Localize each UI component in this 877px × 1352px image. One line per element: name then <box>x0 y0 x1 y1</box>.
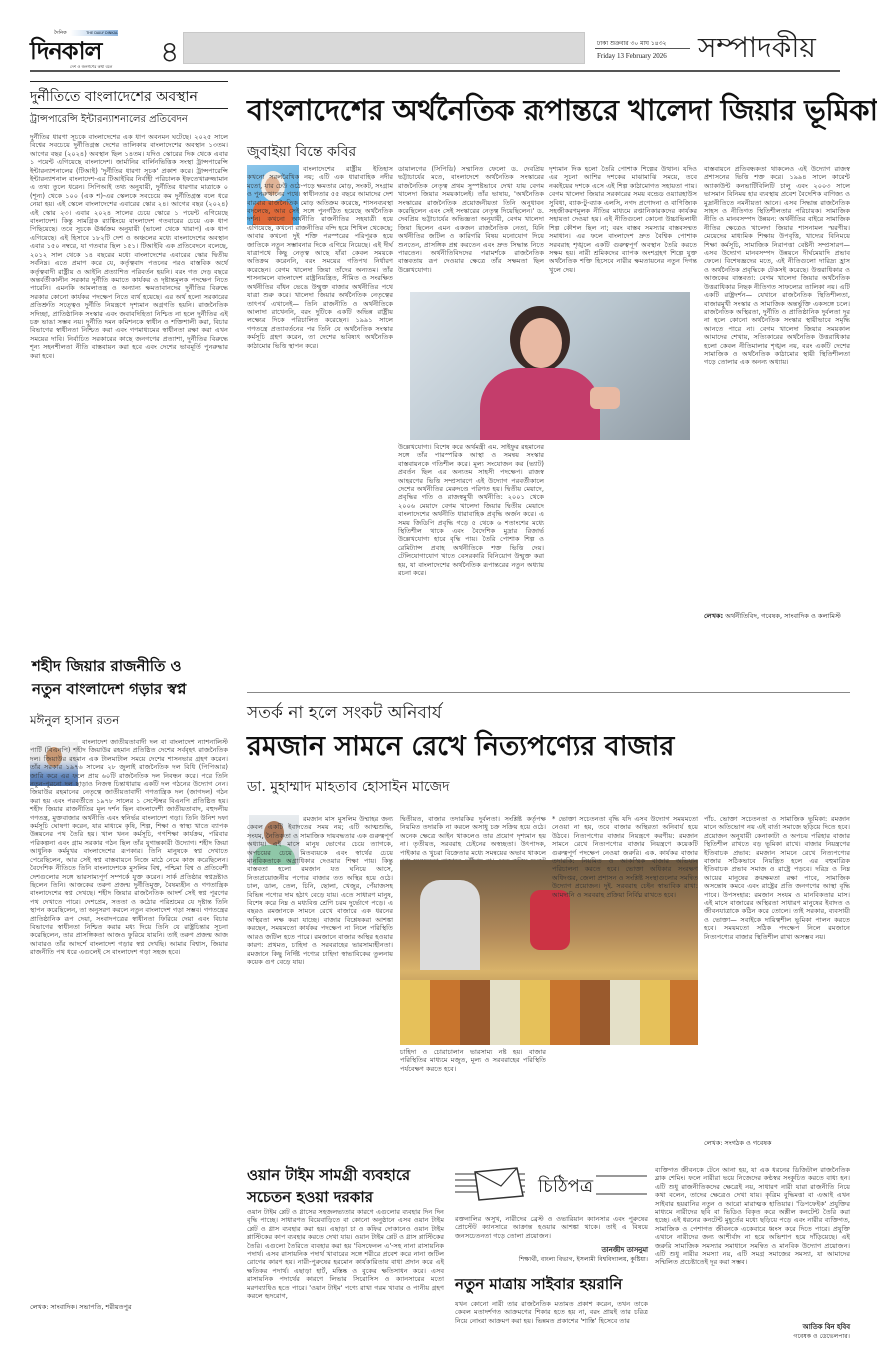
bottom-left-headline-1: ওয়ান টাইম সামগ্রী ব্যবহারে <box>247 1166 411 1184</box>
left-top-rule <box>30 81 228 82</box>
left-article-2-headline-2: নতুন বাংলাদেশ গড়ার স্বপ্ন <box>32 680 187 698</box>
masthead-rule <box>30 70 840 72</box>
section-title: সম্পাদকীয় <box>698 31 816 64</box>
date-english: Friday 13 February 2026 <box>597 52 667 60</box>
footer-text: অর্থনীতিবিদ, গবেষক, সাংবাদিক ও কলামিস্ট <box>725 612 841 620</box>
date-divider <box>595 48 690 49</box>
bottom-left-body: ওয়ান টাইম প্লেট ও গ্লাসের সহজলভ্যতার কারণে এগুলোর ব্যবহার দিন দিন বৃদ্ধি পাচ্ছে। সাধারণত বিয়েবাড়িতে বা কোনো অনুষ্ঠানে এসব ওয়ান টাইম প্লেট ও গ্লাস ব্যবহার করা হয়। এছাড়া চা ও কফির দোকানেও ওয়ান টাইম প্লাস্টিকের কাপ ব্যবহার করতে দেখা যায়। ওয়ান টাইম প্লেট ও গ্লাস প্লাস্টিকের তৈরি। এগুলো তৈরিতে ব্যবহার করা হয় 'বিসফেনল এ'-সহ নানা রাসায়নিক পদার্থ। এসব রাসায়নিক পদার্থ খাবারের সঙ্গে শরীরে প্রবেশ করে নানা জটিল রোগের কারণ হয়। নারী-পুরুষের হরমোন কার্যকারিতায় বাধা প্রদান করে এই ক্ষতিকর পদার্থ। এছাড়া হার্ট, মস্তিষ্ক ও বুকের ক্ষতিসাধন করে। এসব রাসায়নিক পদার্থের কারণে লিভার সিরোসিস ও ক্যানসারের মতো মরণব্যাধিও হতে পারে। 'ওয়ান টাইম' পণ্যে রাখা গরম খাবার ও পানীয় গ্রহণ করলে হৃদরোগ, <box>247 1208 444 1301</box>
section-divider <box>247 692 850 693</box>
left-article-2-body: বাংলাদেশ জাতীয়তাবাদী দল বা বাংলাদেশ ন্যাশনালিস্ট পার্টি (বিএনপি) শহীদ জিয়াউর রহমান প্রতিষ্ঠিত দেশের সর্ববৃহৎ রাজনৈতিক দল। জিয়াউর রহমান এক টালমাটাল সময়ে দেশের শাসনভার গ্রহণ করেন। তাঁর সরকার ১৯৭৬ সালের ২৮ জুলাই রাজনৈতিক দল বিধি (পিপিআর) জারি করে এর ফলে প্রায় ৬০টি রাজনৈতিক দল নিবন্ধন করে। পরে তিনি নতুন-পুরনো দল ছাড়াও নিজস্ব চিন্তাধারায় একটি দল গঠনের উদ্যোগ নেন। জিয়াউর রহমানের নেতৃত্বে জাতীয়তাবাদী গণতান্ত্রিক দল (জাগদল) গঠন করা হয় এবং পরবর্তীতে ১৯৭৮ সালের ১ সেপ্টেম্বর বিএনপি প্রতিষ্ঠিত হয়। শহীদ জিয়ার রাজনীতির মূল দর্শন ছিল বাংলাদেশী জাতীয়তাবাদ, বহুদলীয় গণতন্ত্র, মুক্তবাজার অর্থনীতি এবং স্বনির্ভর বাংলাদেশ গড়া। তিনি উনিশ দফা কর্মসূচি ঘোষণা করেন, যার মাধ্যমে কৃষি, শিল্প, শিক্ষা ও স্বাস্থ্য খাতে ব্যাপক উন্নয়নের পথ তৈরি হয়। খাল খনন কর্মসূচি, গণশিক্ষা কার্যক্রম, পরিবার পরিকল্পনা এবং গ্রাম সরকার গঠন ছিল তাঁর যুগান্তকারী উদ্যোগ। শহীদ জিয়া আধুনিক কর্মমুখর বাংলাদেশের রূপকার। তিনি মানুষকে স্বপ্ন দেখাতে পেরেছিলেন, আর সেই স্বপ্ন বাস্তবায়নে নিজে মাঠে নেমে কাজ করেছিলেন। বৈদেশিক নীতিতে তিনি বাংলাদেশকে মুসলিম বিশ্ব, পশ্চিমা বিশ্ব ও প্রতিবেশী দেশগুলোর সঙ্গে ভারসাম্যপূর্ণ সম্পর্কে যুক্ত করেন। সার্ক প্রতিষ্ঠার স্বপ্নদ্রষ্টাও ছিলেন তিনি। আজকের তরুণ প্রজন্ম দুর্নীতিমুক্ত, বৈষম্যহীন ও গণতান্ত্রিক বাংলাদেশের স্বপ্ন দেখছে। শহীদ জিয়ার রাজনৈতিক আদর্শ সেই স্বপ্ন পূরণের পথ দেখাতে পারে। দেশপ্রেম, সততা ও কঠোর পরিশ্রমের যে দৃষ্টান্ত তিনি স্থাপন করেছিলেন, তা অনুসরণ করলে নতুন বাংলাদেশ গড়া সম্ভব। গণতন্ত্রের প্রাতিষ্ঠানিক রূপ দেয়া, সংবাদপত্রের স্বাধীনতা ফিরিয়ে দেয়া এবং বিচার বিভাগের স্বাধীনতা নিশ্চিত করার মধ্য দিয়ে তিনি যে রাষ্ট্রচিন্তার সূচনা করেছিলেন, তার প্রাসঙ্গিকতা আজও ফুরিয়ে যায়নি। তাই তরুণ প্রজন্ম আজ আবারও তাঁর আদর্শে বাংলাদেশ গড়ার স্বপ্ন দেখছি। আমার বিশ্বাস, জিয়ার রাজনীতি পথ ধরে এগুলেই সে বাংলাদেশ গড়া সহজ হবে। <box>30 738 228 957</box>
second-column-3: * ভোক্তা সচেতনতা বৃদ্ধি যদি এসব উদ্যোগ সময়মতো নেওয়া না হয়, তবে বাজার অস্থিরতা অনিবার্য হয়ে উঠবে। নিত্যপণ্যের বাজার নিয়ন্ত্রণে করণীয়: রমজান সামনে রেখে নিত্যপণ্যের বাজার নিয়ন্ত্রণে কয়েকটি গুরুত্বপূর্ণ পদক্ষেপ নেওয়া জরুরি। এক. কার্যকর বাজার তদারকি: নিয়মিত ও আকস্মিক বাজার অভিযান পরিচালনা করতে হবে। ভোক্তা অধিকার সংরক্ষণ অধিদপ্তর, জেলা প্রশাসন ও সংশ্লিষ্ট সংস্থাগুলোর সমন্বিত উদ্যোগ প্রয়োজন। দুই. সরবরাহ চেইন স্বাভাবিক রাখা: আমদানি ও সরবরাহ প্রক্রিয়া নির্বিঘ্ন রাখতে হবে। <box>552 815 698 899</box>
footer-label: লেখক: <box>704 612 724 620</box>
letter2-signature-name: আতিক বিন হবিব <box>802 1323 850 1331</box>
logo-small-text: দৈনিক <box>54 30 67 36</box>
second-author: ডা. মুহাম্মাদ মাহতাব হোসাইন মাজেদ <box>247 779 450 795</box>
logo-english-bar: THE DAILY DINKAL <box>70 30 118 36</box>
left-article-2-headline-1: শহীদ জিয়ার রাজনীতি ও <box>32 657 182 675</box>
letters-title: চিঠিপত্র <box>535 1172 596 1203</box>
letter-signature-affiliation: শিক্ষার্থী, বাংলা বিভাগ, ইসলামী বিশ্ববিদ্যালয়, কুষ্টিয়া। <box>518 1256 648 1263</box>
main-column-3: দৃশ্যমান দিক হলো তৈরি পোশাক শিল্পের উত্থান। যদিও এর সূচনা আশির দশকের মাঝামাঝি সময়ে, তবে নব্বইয়ের দশকে এসে এই শিল্প কাঠামোগত সহায়তা পায়। বেগম খালেদা জিয়ার সরকারের সময় বন্ডেড ওয়্যারহাউস সুবিধা, ব্যাক-টু-ব্যাক এলসি, নগদ প্রণোদনা ও বাণিজ্যিক সহজীকরণমূলক নীতির মাধ্যমে রপ্তানিকারকদের কার্যকর সহায়তা দেওয়া হয়। এই নীতিগুলো কোনো উচ্চাভিলাষী শিল্প কৌশল ছিল না; বরং বাস্তব সমস্যার বাস্তবসম্মত সমাধান। এর ফলে বাংলাদেশ দ্রুত বৈশ্বিক পোশাক সরবরাহ শৃঙ্খলে একটি গুরুত্বপূর্ণ অবস্থান তৈরি করতে সক্ষম হয়। নারী শ্রমিকদের ব্যাপক অংশগ্রহণ শিল্পে যুক্ত অর্থনৈতিক শক্তি হিসেবে নারীর ক্ষমতায়নের নতুন দিগন্ত খুলে দেয়। <box>549 165 697 274</box>
second-column-2-lower: চাহিদা ও চোরাচালান ভারসাম্য নষ্ট হয়। বাজার পরিস্থিতির মাধ্যমে মজুত, মূল্য ও সরবরাহের পরিস্থিতি পর্যবেক্ষণ করতে হবে। <box>400 1048 546 1073</box>
bottom-left-headline-2: সচেতন হওয়া দরকার <box>247 1188 374 1206</box>
second-article-footer: লেখক: সংগঠক ও গবেষক <box>704 1139 772 1147</box>
masthead-logo <box>30 30 150 70</box>
left-article-1-headline: দুর্নীতিতে বাংলাদেশের অবস্থান <box>30 89 198 105</box>
second-column-4: পাঁচ. ভোক্তা সচেতনতা ও সামাজিক ভূমিকা: রমজান মানে অতিভোগ নয় এই বার্তা সমাজে ছড়িয়ে দিতে হবে। প্রয়োজন অনুযায়ী কেনাকাটা ও অপচয় পরিহার বাজার স্থিতিশীল রাখতে বড় ভূমিকা রাখে। বাজার নিয়ন্ত্রণের ইতিবাচক প্রভাব: রমজান সামনে রেখে নিত্যপণ্যের বাজার সঠিকভাবে নিয়ন্ত্রিত হলে এর বহুমাত্রিক ইতিবাচক প্রভাব সমাজ ও রাষ্ট্রে পড়বে। দরিদ্র ও নিম্ন আয়ের মানুষের ক্রয়ক্ষমতা রক্ষা পাবে, সামাজিক অসন্তোষ কমবে এবং রাষ্ট্রের প্রতি জনগণের আস্থা বৃদ্ধি পাবে। উপসংহার: রমজান সংযম ও মানবিকতার মাস। এই মাসে বাজারের অস্থিরতা সাধারণ মানুষের ইবাদত ও জীবনযাত্রাকে কঠিন করে তোলে। তাই সরকার, ব্যবসায়ী ও ভোক্তা— সবাইকে দায়িত্বশীল ভূমিকা পালন করতে হবে। সময়মতো সঠিক পদক্ষেপ নিলে রমজানে নিত্যপণ্যের বাজার স্থিতিশীল রাখা অসম্ভব নয়। <box>704 815 850 941</box>
letters-logo <box>455 1166 647 1202</box>
main-column-1: বাংলাদেশের রাষ্ট্রীয় ইতিহাস কখনো সরলরৈখিক নয়; এটি এক ধারাবাহিক নদীর মতো, যার ঢেউ ওঠে-পড়ে ক্ষমতার মোড়, সংকট, সংগ্রাম ও পুনরুত্থানের পথে। স্বাধীনতার ৫৫ বছরে আমাদের দেশ বারবার রাজনৈতিক মোড় অতিক্রম করেছে, শাসনব্যবস্থা বদলেছে, আর সেই সঙ্গে পুনর্গঠিত হয়েছে অর্থনৈতিক দর্শন। কখনো অর্থনীতি রাজনীতির সহযাত্রী হয়ে এগিয়েছে, কখনো রাজনীতির বন্দি হয়ে শিথিল থেকেছে; আবার কখনো দুই শক্তি পরস্পরের পরিপূরক হয়ে জাতিকে নতুন সম্ভাবনার দিকে এগিয়ে নিয়েছে। এই দীর্ঘ যাত্রাপথে কিছু নেতৃত্ব আছে যাঁরা কেবল সময়কে অতিক্রম করেননি, বরং সময়ের গতিপথ নির্ধারণ করেছেন। বেগম খালেদা জিয়া তাঁদের অন্যতম। তাঁর শাসনামলে বাংলাদেশ রাষ্ট্রনিয়ন্ত্রিত, সীমিত ও সংরক্ষিত অর্থনীতির বাঁধন ভেঙে উন্মুক্ত বাজার অর্থনীতির পথে যাত্রা শুরু করে। খালেদা জিয়ার অর্থনৈতিক নেতৃত্বের তাৎপর্য এখানেই— তিনি রাজনীতি ও অর্থনীতিকে আলাদা রাখেননি, বরং দুটিকে একটি অভিন্ন রাষ্ট্রীয় লক্ষ্যের দিকে পরিচালিত করেছেন। ১৯৯১ সালে গণতন্ত্রে প্রত্যাবর্তনের পর তিনি যে অর্থনৈতিক সংস্কার কর্মসূচি গ্রহণ করেন, তা দেশের ভবিষ্যৎ অর্থনৈতিক কাঠামোর ভিত্তি স্থাপন করে। <box>247 165 393 350</box>
main-article-footer <box>704 612 850 620</box>
main-column-2: ডায়ালগের (সিপিডি) সম্মানিত ফেলো ড. দেবপ্রিয় ভট্টাচার্যের মতে, বাংলাদেশে অর্থনৈতিক সংস্কারের রাজনৈতিক নেতৃত্ব প্রথম সুস্পষ্টভাবে দেখা যায় বেগম খালেদা জিয়ার সময়কালেই। তাঁর ভাষায়, 'অর্থনৈতিক সংস্কারের রাজনৈতিক প্রয়োজনীয়তা তিনি অনুধাবন করেছিলেন এবং সেই সংস্কারের নেতৃত্ব দিয়েছিলেন।' ড. দেবপ্রিয় ভট্টাচার্যের অভিজ্ঞতা অনুযায়ী, বেগম খালেদা জিয়া ছিলেন এমন একজন রাজনৈতিক নেতা, যিনি অর্থনীতির জটিল ও কারিগরি বিষয় মনোযোগ দিয়ে শুনতেন, প্রাসঙ্গিক প্রশ্ন করতেন এবং দ্রুত সিদ্ধান্ত নিতে পারতেন। অর্থনীতিবিদদের পরামর্শকে রাজনৈতিক বাস্তবতায় রূপ দেওয়ার ক্ষেত্রে তাঁর সক্ষমতা ছিল উল্লেখযোগ্য। <box>398 165 544 274</box>
page-number: ৪ <box>160 35 180 70</box>
second-kicker: সতর্ক না হলে সংকট অনিবার্য <box>247 703 442 723</box>
main-author: জুবাইয়া বিন্তে কবির <box>247 144 357 160</box>
left-article-2-footer: লেখক: সাংবাদিক। সভাপতি, শরীয়তপুর <box>30 1303 132 1311</box>
main-headline: বাংলাদেশের অর্থনৈতিক রূপান্তরে খালেদা জিয়ার ভূমিকা <box>247 93 877 127</box>
letters-body-right: ব্যক্তিগত জীবনকে টেনে আনা হয়, যা এক ধরনের ডিজিটাল রাজনৈতিক ব্লাক শেমিং। ফলে নারীরা ভয়ে নিজেদের কণ্ঠস্বর সংকুচিত করতে বাধ্য হন। এটি শুধু রাজনীতিকদের ক্ষেত্রেই নয়, সাধারণ নারী যারা রাজনীতি নিয়ে কথা বলেন, তাদের ক্ষেত্রেও দেখা যায়। কৃত্রিম বুদ্ধিমত্তা বা এআই এখন সাইবার হয়রানির নতুন ও আরো মারাত্মক হাতিয়ার। 'ডিপফেইক' প্রযুক্তির মাধ্যমে নারীদের ছবি বা ভিডিও বিকৃত করে অশ্লীল কনটেন্ট তৈরি করা হচ্ছে। এই ধরনের কনটেন্ট মুহূর্তের মধ্যে ছড়িয়ে পড়ে এবং নারীর ব্যক্তিগত, সামাজিক ও পেশাগত জীবনকে একেবারে ধ্বংস করে দিতে পারে। প্রযুক্তি এখানে নারীদের জন্য আশীর্বাদ না হয়ে অভিশাপ হয়ে দাঁড়িয়েছে। এই জরুরি সামাজিক সমস্যার সমাধানে সমন্বিত ও মানবিক উদ্যোগ প্রয়োজন। এটি শুধু নারীর সমস্যা নয়, এটি সমগ্র সমাজের সমস্যা, যা আমাদের সম্মিলিত প্রচেষ্টাতেই দূর করা সম্ভব। <box>655 1166 850 1267</box>
letter2-signature-affiliation: গবেষক ও ডেভেলপার। <box>793 1333 850 1340</box>
letters-body-2: যখন কোনো নারী তার রাজনৈতিক মতামত প্রকাশ করেন, তখন তাকে কেবল মতাদর্শগত আক্রমণের শিকার হতে হয় না, বরং প্রায়ই তার চরিত্র নিয়ে নোংরা আক্রমণ করা হয়। ভিন্নমত প্রকাশের 'শাস্তি' হিসেবে তার <box>455 1300 648 1325</box>
main-column-2-lower: উল্লেখযোগ্য। বিশেষ করে অর্থমন্ত্রী এম. সাইফুর রহমানের সঙ্গে তাঁর পারস্পরিক আস্থা ও সমন্বয় সংস্কার বাস্তবায়নকে গতিশীল করে। মূল্য সংযোজন কর (ভ্যাট) প্রবর্তন ছিল এর অন্যতম সাহসী পদক্ষেপ। রাজস্ব আহরণের ভিত্তি সম্প্রসারণে এই উদ্যোগ পরবর্তীকালে দেশের অর্থনীতির মেরুদণ্ডে পরিণত হয়। দ্বিতীয় মেয়াদে, প্রবৃদ্ধির গতি ও রাজস্বমুখী অর্থনীতি: ২০০১ থেকে ২০০৬ মেয়াদে বেগম খালেদা জিয়ার দ্বিতীয় মেয়াদে বাংলাদেশের অর্থনীতি ধারাবাহিক প্রবৃদ্ধি অর্জন করে। এ সময় জিডিপি প্রবৃদ্ধি গড়ে ৫ থেকে ৬ শতাংশের মধ্যে স্থিতিশীল থাকে এবং বৈদেশিক মুদ্রার রিজার্ভ উল্লেখযোগ্য হারে বৃদ্ধি পায়। তৈরি পোশাক শিল্প ও রেমিট্যান্স প্রবাহ অর্থনীতিকে শক্ত ভিত্তি দেয়। টেলিযোগাযোগ খাতে বেসরকারি বিনিয়োগ উন্মুক্ত করা হয়, যা বাংলাদেশের অর্থনৈতিক রূপান্তরের নতুন অধ্যায় রচনা করে। <box>398 443 544 578</box>
second-column-1: রমজান মাস মুসলিম উম্মাহর জন্য কেবল একটি ইবাদতের সময় নয়; এটি আত্মশুদ্ধি, সংযম, নৈতিকতা ও সামাজিক দায়বদ্ধতার এক গুরুত্বপূর্ণ অধ্যায়। এই মাসে মানুষ ভোগের চেয়ে ত্যাগকে, অপচয়ের চেয়ে মিতব্যয়কে এবং স্বার্থের চেয়ে মানবিকতাকে অগ্রাধিকার দেওয়ার শিক্ষা পায়। কিন্তু বাস্তবতা হলো রমজান যত ঘনিয়ে আসে, নিত্যপ্রয়োজনীয় পণ্যের বাজার তত অস্থির হয়ে ওঠে। চাল, ডাল, তেল, চিনি, ছোলা, খেজুর, পেঁয়াজসহ বিভিন্ন পণ্যের দাম হঠাৎ বেড়ে যায়। এতে সাধারণ মানুষ, বিশেষ করে নিম্ন ও মধ্যবিত্ত শ্রেণি চরম দুর্ভোগে পড়ে। এ বছরও রমজানকে সামনে রেখে বাজারে এক ধরনের অস্থিরতা লক্ষ করা যাচ্ছে। বাজার বিশ্লেষকরা আশঙ্কা করছেন, সময়মতো কার্যকর পদক্ষেপ না নিলে পরিস্থিতি আরও জটিল হতে পারে। রমজানে বাজার অস্থির হওয়ার কারণ: প্রথমত, চাহিদা ও সরবরাহের ভারসাম্যহীনতা। রমজানে কিছু নির্দিষ্ট পণ্যের চাহিদা স্বাভাবিকের তুলনায় কয়েক গুণ বেড়ে যায়। <box>247 815 393 966</box>
main-column-4: বাস্তবায়নে প্রতিবন্ধকতা থাকলেও এই উদ্যোগ রাজস্ব প্রশাসনের ভিত্তি শক্ত করে। ১৯৯৪ সালে কারেন্ট অ্যাকাউন্ট কনভার্টিবিলিটি চালু এবং ২০০৩ সালে ভাসমান বিনিময় হার ব্যবস্থায় প্রবেশ বৈদেশিক বাণিজ্য ও মুদ্রানীতিতে নমনীয়তা আনে। এসব সিদ্ধান্ত রাজনৈতিক সাহস ও নীতিগত স্থিতিশীলতার পরিচায়ক। সামাজিক নীতি ও মানবসম্পদ উন্নয়ন: অর্থনীতির বাইরে সামাজিক নীতির ক্ষেত্রেও খালেদা জিয়ার শাসনামল স্মরণীয়। মেয়েদের মাধ্যমিক শিক্ষায় উপবৃত্তি, খাদ্যের বিনিময়ে শিক্ষা কর্মসূচি, সামাজিক নিরাপত্তা বেষ্টনী সম্প্রসারণ— এসব উদ্যোগ মানবসম্পদ উন্নয়নে দীর্ঘমেয়াদি প্রভাব ফেলে। বিশেষজ্ঞদের মতে, এই নীতিগুলো দারিদ্র্য হ্রাস ও অর্থনৈতিক প্রবৃদ্ধিকে টেকসই করেছে। উত্তরাধিকার ও আজকের বাস্তবতা: বেগম খালেদা জিয়ার অর্থনৈতিক উত্তরাধিকার নিছক নীতিগত সাফল্যের তালিকা নয়। এটি একটি রাষ্ট্রদর্শন— যেখানে রাজনৈতিক স্থিতিশীলতা, বাজারমুখী সংস্কার ও সামাজিক অন্তর্ভুক্তি একসঙ্গে চলে। রাজনৈতিক অস্থিরতা, দুর্নীতি ও প্রাতিষ্ঠানিক দুর্বলতা দূর না হলে কোনো অর্থনৈতিক সংস্কার স্থায়ীভাবে সমৃদ্ধি আনতে পারে না। বেগম খালেদা জিয়ার সময়কাল আমাদের শেখায়, সত্যিকারের অর্থনৈতিক উত্তরাধিকার হলো কেবল নীতিমালার শৃঙ্খল নয়, বরং একটি দেশের সামাজিক ও অর্থনৈতিক কাঠামোর স্থায়ী স্থিতিশীলতা গড়ে তোলার এক অনন্য অধ্যায়। <box>704 165 850 367</box>
letter-signature-name: তানজীদ তাসনুমা <box>601 1246 648 1254</box>
left-headline-rule <box>30 108 228 109</box>
left-article-1-subhead: ট্রান্সপারেন্সি ইন্টারন্যাশনালের প্রতিবেদন <box>30 114 188 125</box>
second-column-2: দ্বিতীয়ত, বাজার তদারকির দুর্বলতা। সংশ্লিষ্ট কর্তৃপক্ষ নিয়মিত তদারকি না করলে অসাধু চক্র সক্রিয় হয়ে ওঠে। অনেক ক্ষেত্রে আইন থাকলেও তার প্রয়োগ দৃশ্যমান হয় না। তৃতীয়ত, সরবরাহ চেইনের অস্বচ্ছতা। উৎপাদক, পাইকার ও খুচরা বিক্রেতার মধ্যে সমন্বয়ের অভাব থাকলে <box>400 815 546 857</box>
logo-main-text: দিনকাল <box>30 37 102 65</box>
left-article-2-author: মঈনুল হাসান রতন <box>30 713 120 727</box>
ad-placeholder <box>183 32 585 64</box>
khaleda-zia-photo <box>410 292 690 440</box>
letters-body-top: রক্তনালির অসুখ, নারীদের ব্রেস্ট ও ওভারিয়ান ক্যানসার এবং পুরুষের প্রোস্টেট ক্যানসারে আক্রান্ত হওয়ার আশঙ্কা থাকে। তাই এ বিষয়ে জনসচেতনতা গড়ে তোলা প্রয়োজন। <box>455 1215 648 1240</box>
second-headline: রমজান সামনে রেখে নিত্যপণ্যের বাজার <box>247 731 675 762</box>
logo-tagline: দেশ ও জনগণের কথা বলে <box>70 64 113 69</box>
left-article-1-body: দুর্নীতির ধারণা সূচকে বাংলাদেশের এক ধাপ অবনমন ঘটেছে। ২০২৫ সালে বিশ্বের সবচেয়ে দুর্নীতিগ্রস্ত দেশের তালিকায় বাংলাদেশের অবস্থান ১৩তম। আগের বছর (২০২৪) অবস্থান ছিল ১৪তম। যদিও স্কোরের দিক থেকে এবার ১ পয়েন্ট এগিয়েছে বাংলাদেশ। জার্মানির বার্লিনভিত্তিক সংস্থা ট্রান্সপারেন্সি ইন্টারন্যাশনালের (টিআই) 'দুর্নীতির ধারণা সূচক' প্রকাশ করে। ট্রান্সপারেন্সি ইন্টারন্যাশনাল বাংলাদেশ-এর টিআইবির নির্বাহী পরিচালক ইফতেখারুজ্জামান এ তথ্য তুলে ধরেন। সিপিআই তথ্য অনুযায়ী, দুর্নীতির ধারণার মাত্রাকে ০ (শূন্য) থেকে ১০০ (এক শ)-এর স্কেলকে সবচেয়ে কম দুর্নীতিগ্রস্ত বলে ধরে নেয়া হয়। এই স্কেলে বাংলাদেশের এবারের স্কোর ২৪। আগের বছর (২০২৪) এই স্কোর ২৩। এবার ২০২৪ সালের চেয়ে স্কোরে ১ পয়েন্ট এগিয়েছে বাংলাদেশ। কিন্তু সামগ্রিক র‌্যাঙ্কিংয়ে বাংলাদেশ গতবারের চেয়ে এক ধাপ পিছিয়েছে। তবে সূচকে ঊর্ধ্বক্রম অনুযায়ী (ভালো থেকে খারাপ) এক ধাপ এগিয়েছে। এই হিসাবে ১৮২টি দেশ ও অঞ্চলের মধ্যে বাংলাদেশের অবস্থান এবার ১৫০ নম্বরে, যা গতবার ছিল ১৫১। টিআইবি এক প্রতিবেদনে বলেছে, ২০১২ সাল থেকে ১৪ বছরের মধ্যে বাংলাদেশের এবারের স্কোর দ্বিতীয় সর্বনিম্ন। এতে প্রমাণ করে যে, কর্তৃত্ববাদ পতনের পরও বাস্তবিক অর্থে কর্তৃত্ববাদী রাষ্ট্রীয় ও আইনি প্রত্যাশিত পরিবর্তন হয়নি। বরং গত দেড় বছরে অন্তর্বর্তীকালীন সরকার দুর্নীতি কমাতে কার্যকর ও দৃষ্টান্তমূলক পদক্ষেপ নিতে পারেনি। এমনকি আমলাতন্ত্র ও অন্যান্য ক্ষমতাবানদের দুর্নীতির বিরুদ্ধে সরকার কোনো কার্যকর পদক্ষেপ নিতে ব্যর্থ হয়েছে। এর অর্থ হলো সরকারের প্রতিশ্রুতি সত্ত্বেও দুর্নীতি নিয়ন্ত্রণে দৃশ্যমান অগ্রগতি হয়নি। রাজনৈতিক সদিচ্ছা, প্রাতিষ্ঠানিক সংস্কার এবং জবাবদিহিতা নিশ্চিত না হলে দুর্নীতির এই চক্র ভাঙা সম্ভব নয়। দুর্নীতি দমন কমিশনকে স্বাধীন ও শক্তিশালী করা, বিচার বিভাগের স্বাধীনতা নিশ্চিত করা এবং গণমাধ্যমের স্বাধীনতা রক্ষা করা এখন সময়ের দাবি। নির্বাচিত সরকারের কাছে জনগণের প্রত্যাশা, দুর্নীতির বিরুদ্ধে শূন্য সহনশীলতা নীতি বাস্তবায়ন করা হবে এবং দেশের ভাবমূর্তি পুনরুদ্ধার করা হবে। <box>30 133 228 360</box>
letters-headline-2: নতুন মাত্রায় সাইবার হয়রানি <box>455 1275 623 1293</box>
date-bangla: ঢাকা শুক্রবার ৩০ মাঘ ১৪৩২ <box>597 40 667 47</box>
